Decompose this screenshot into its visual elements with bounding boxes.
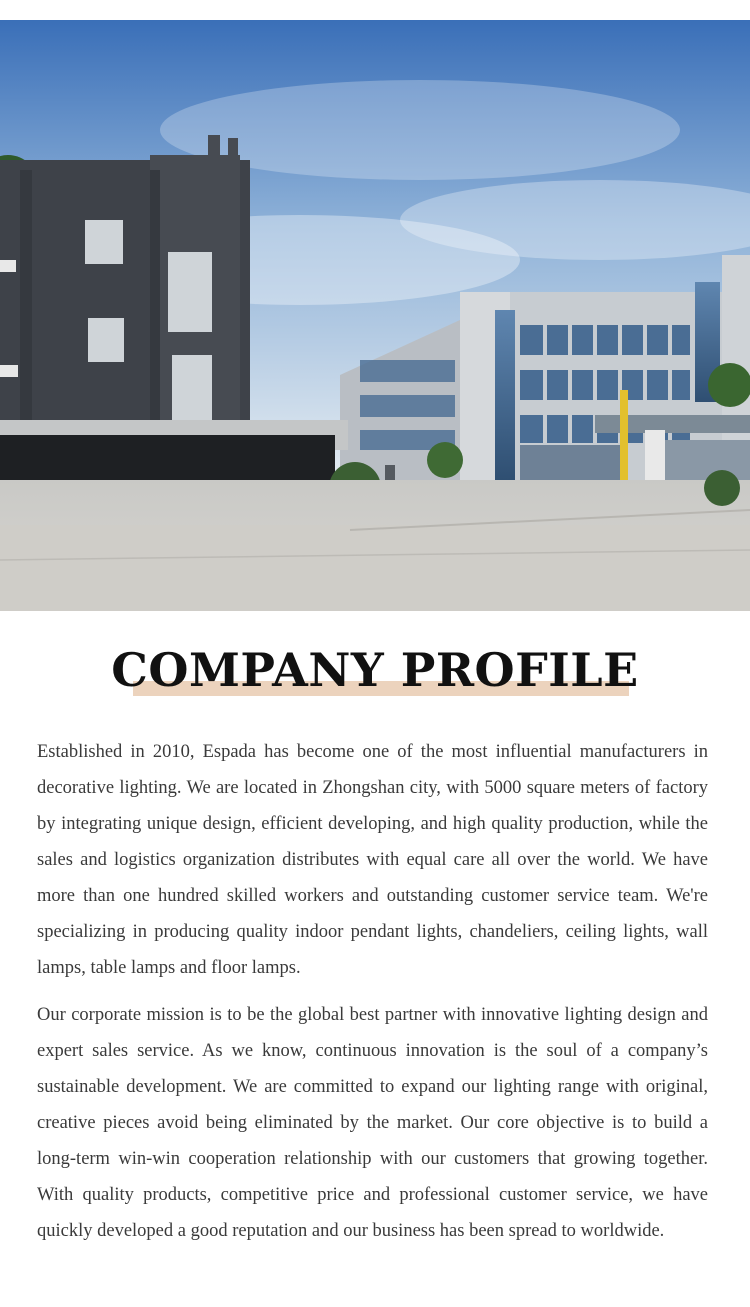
profile-body <box>37 734 708 1249</box>
section-title-block <box>0 642 750 702</box>
profile-paragraph-history: Established in 2010, Espada has become one of the most influential manufacturers in decorative lighting. We are located in Zhongshan city, with 5000 square meters of factory by integrating unique design, efficient developing, and high quality production, while the sales and logistics organization distributes with equal care all over the world. We have more than one hundred skilled workers and outstanding customer service team. We're specializing in producing quality indoor pendant lights, chandeliers, ceiling lights, wall lamps, table lamps and floor lamps. <box>37 742 708 978</box>
page-title: COMPANY PROFILE <box>111 643 639 697</box>
factory-illustration <box>0 20 750 611</box>
hero-factory-photo <box>0 20 750 611</box>
profile-paragraph-mission: Our corporate mission is to be the global best partner with innovative lighting design and expert sales service. As we know, continuous innovation is the soul of a company’s sustainable development. We are committed to expand our lighting range with original, creative pieces avoid being eliminated by the market. Our core objective is to build a long-term win-win cooperation relationship with our customers that growing together. With quality products, competitive price and professional customer service, we have quickly developed a good reputation and our business has been spread to worldwide. <box>37 1005 708 1241</box>
